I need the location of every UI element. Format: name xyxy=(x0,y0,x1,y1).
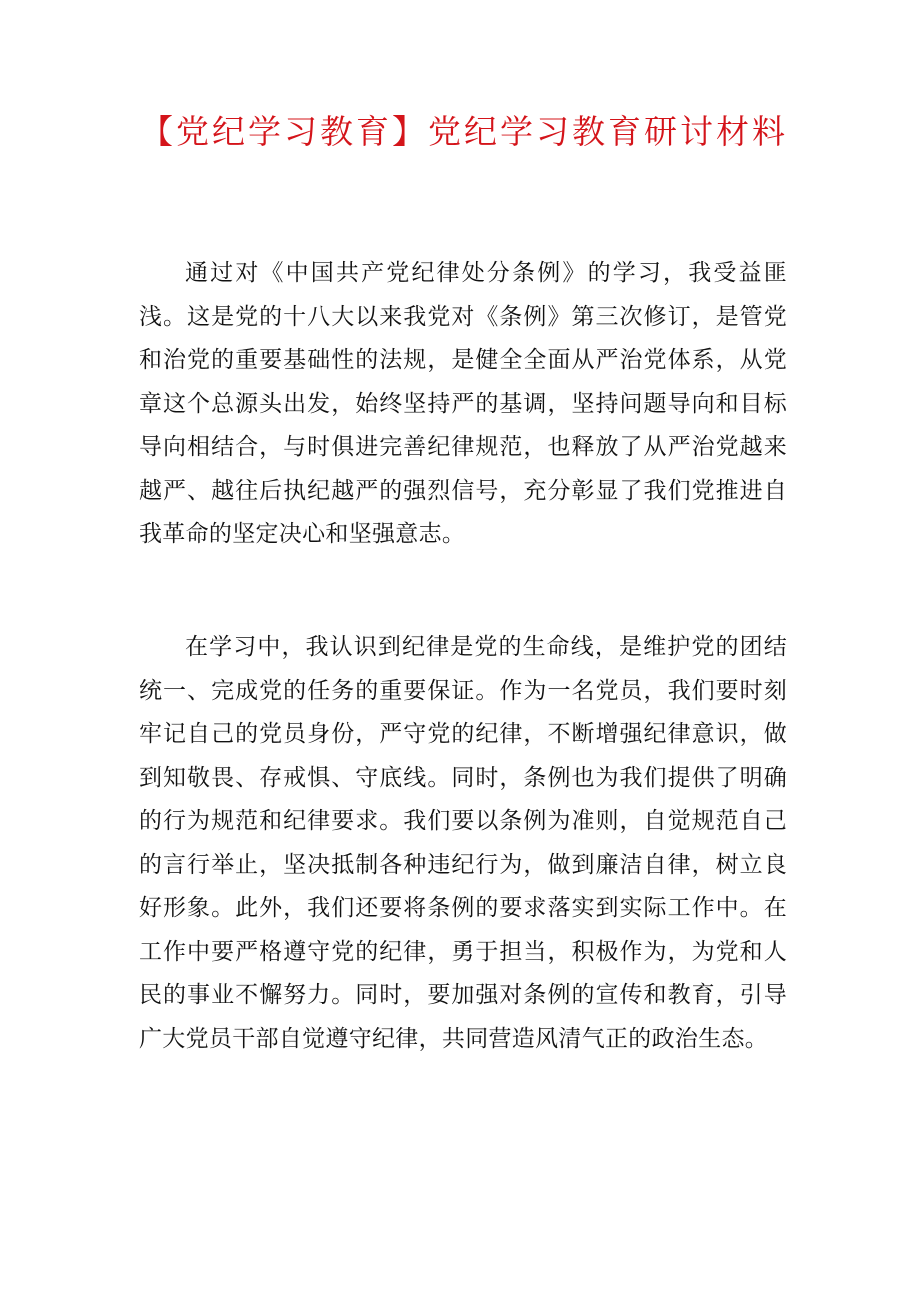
body-paragraph-2: 在学习中，我认识到纪律是党的生命线，是维护党的团结统一、完成党的任务的重要保证。作为一名党员，我们要时刻牢记自己的党员身份，严守党的纪律，不断增强纪律意识，做到知敬畏、存戒惧、守底线。同时，条例也为我们提供了明确的行为规范和纪律要求。我们要以条例为准则，自觉规范自己的言行举止，坚决抵制各种违纪行为，做到廉洁自律，树立良好形象。此外，我们还要将条例的要求落实到实际工作中。在工作中要严格遵守党的纪律，勇于担当，积极作为，为党和人民的事业不懈努力。同时，要加强对条例的宣传和教育，引导广大党员干部自觉遵守纪律，共同营造风清气正的政治生态。 xyxy=(139,634,787,1052)
body-paragraph-1: 通过对《中国共产党纪律处分条例》的学习，我受益匪浅。这是党的十八大以来我党对《条例》第三次修订，是管党和治党的重要基础性的法规，是健全全面从严治党体系，从党章这个总源头出发，始终坚持严的基调，坚持问题导向和目标导向相结合，与时俱进完善纪律规范，也释放了从严治党越来越严、越往后执纪越严的强烈信号，充分彰显了我们党推进自我革命的坚定决心和坚强意志。 xyxy=(139,260,787,547)
document-title: 【党纪学习教育】党纪学习教育研讨材料 xyxy=(140,112,788,151)
